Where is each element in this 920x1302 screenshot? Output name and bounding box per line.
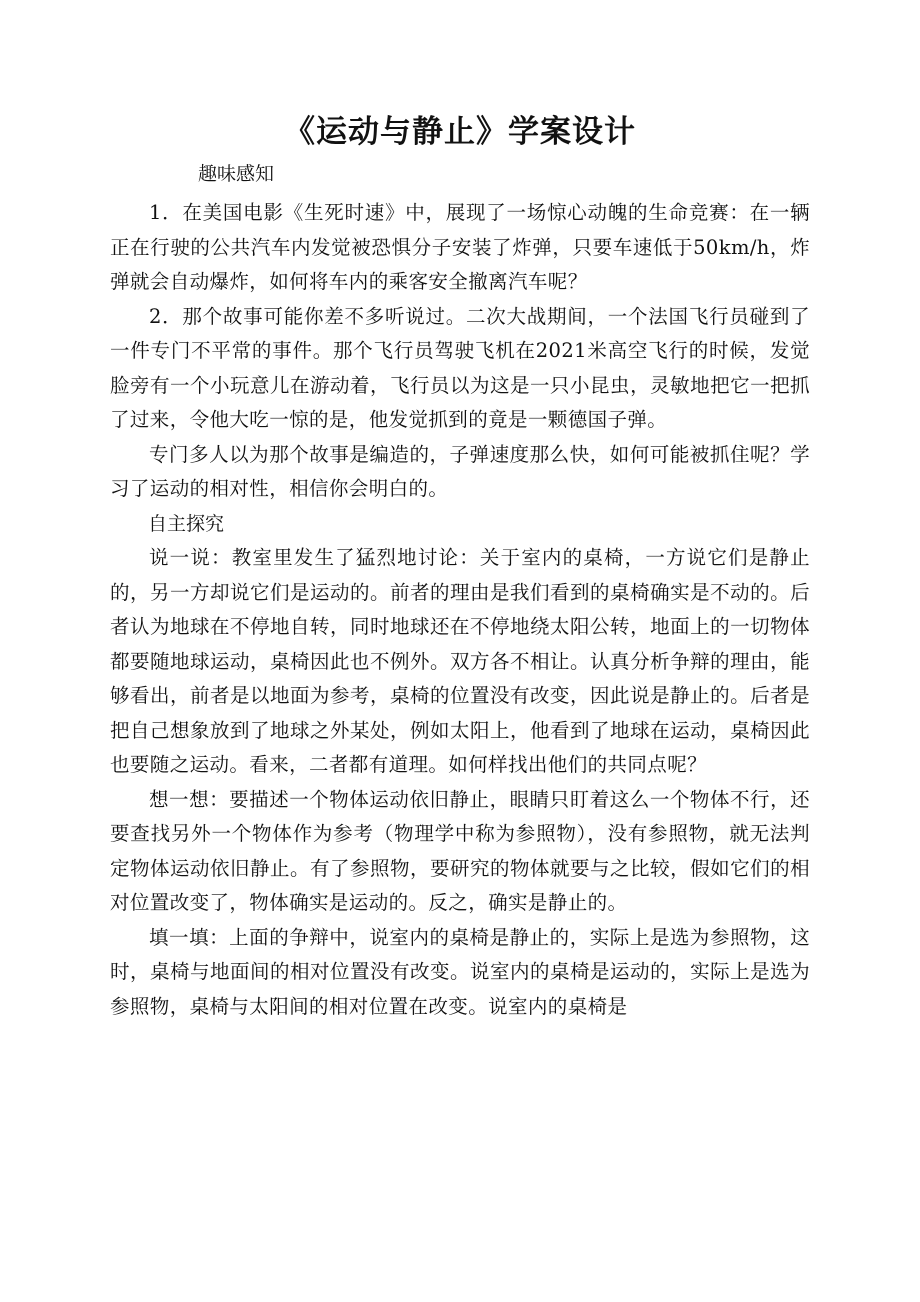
paragraph-movie-speed: 1．在美国电影《生死时速》中，展现了一场惊心动魄的生命竞赛：在一辆正在行驶的公共汽车内发觉被恐惧分子安装了炸弹，只要车速低于50km/h，炸弹就会自动爆炸，如何将车内的乘客安全撤离汽车呢？ [110,201,810,293]
paragraph-fill: 填一填：上面的争辩中，说室内的桌椅是静止的，实际上是选为参照物，这时，桌椅与地面间的相对位置没有改变。说室内的桌椅是运动的，实际上是选为参照物，桌椅与太阳间的相对位置在改变。说室内的桌椅是 [110,925,810,1018]
paragraph-say: 说一说：教室里发生了猛烈地讨论：关于室内的桌椅，一方说它们是静止的，另一方却说它们是运动的。前者的理由是我们看到的桌椅确实是不动的。后者认为地球在不停地自转，同时地球还在不停地绕太阳公转，地面上的一切物体都要随地球运动，桌椅因此也不例外。双方各不相让。认真分析争辩的理由，能够看出，前者是以地面为参考，桌椅的位置没有改变，因此说是静止的。后者是把自己想象放到了地球之外某处，例如太阳上，他看到了地球在运动，桌椅因此也要随之运动。看来，二者都有道理。如何样找出他们的共同点呢？ [110,546,810,776]
section-heading-explore: 自主探究 [148,512,225,535]
section-heading-fun: 趣味感知 [198,163,275,185]
paragraph-think: 想一想：要描述一个物体运动依旧静止，眼睛只盯着这么一个物体不行，还要查找另外一个物体作为参考（物理学中称为参照物），没有参照物，就无法判定物体运动依旧静止。有了参照物，要研究的物体就要与之比较，假如它们的相对位置改变了，物体确实是运动的。反之，确实是静止的。 [110,787,810,914]
paragraph-pilot-story: 2．那个故事可能你差不多听说过。二次大战期间，一个法国飞行员碰到了一件专门不平常的事件。那个飞行员驾驶飞机在2021米高空飞行的时候，发觉脸旁有一个小玩意儿在游动着，飞行员以为这是一只小昆虫，灵敏地把它一把抓了过来，令他大吃一惊的是，他发觉抓到的竟是一颗德国子弹。 [110,304,810,431]
document-title: 《运动与静止》学案设计 [284,114,636,150]
paragraph-story-question: 专门多人以为那个故事是编造的，子弹速度那么快，如何可能被抓住呢？学习了运动的相对性，相信你会明白的。 [110,442,810,500]
